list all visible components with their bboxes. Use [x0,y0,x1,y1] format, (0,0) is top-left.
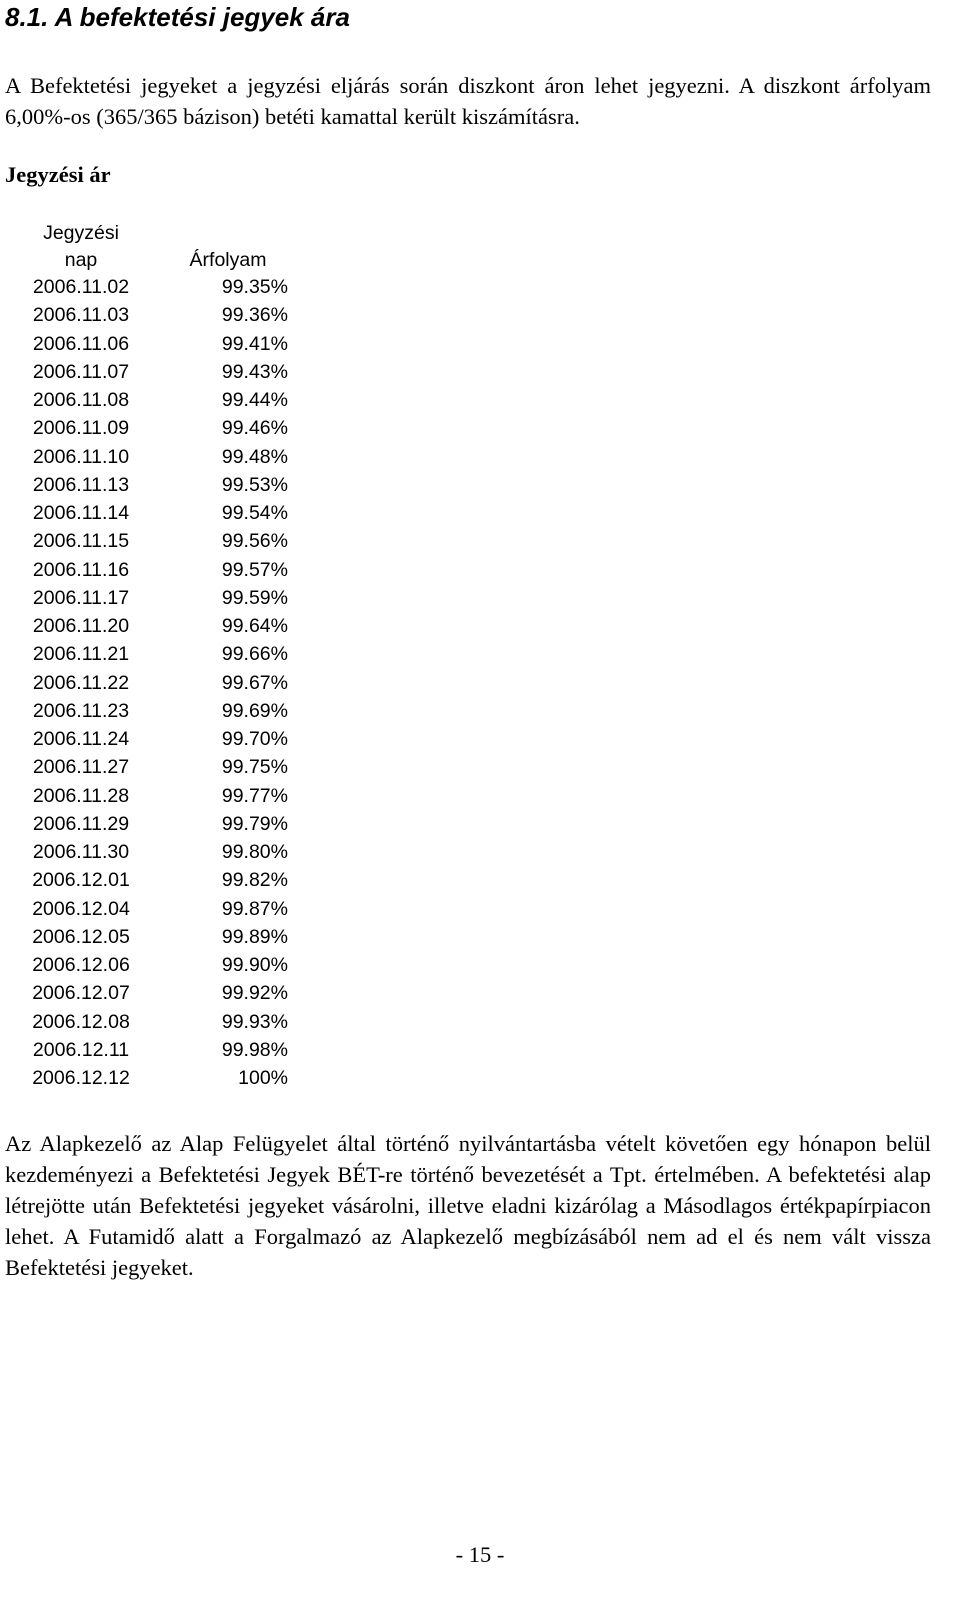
rate-header-spacer [146,220,288,247]
price-rate-cell: 99.44% [221,389,288,411]
subscription-date-cell: 2006.11.14 [32,502,130,524]
table-row [16,697,288,725]
table-row [16,810,288,838]
table-row [16,358,288,386]
subscription-date-cell: 2006.12.04 [32,897,130,920]
subscription-date-cell: 2006.11.28 [32,784,130,807]
table-row [16,640,288,668]
subscription-date-cell: 2006.11.24 [32,728,130,750]
table-row [16,330,288,358]
price-rate-cell: 99.93% [221,1010,288,1033]
price-table-body [16,273,288,1092]
price-rate-cell: 99.56% [221,530,288,553]
price-rate-cell: 99.35% [221,276,288,298]
table-row [16,556,288,584]
table-row [16,301,288,329]
price-rate-cell: 99.89% [221,925,288,948]
table-row [16,1064,288,1092]
subscription-date-cell: 2006.12.12 [32,1067,130,1089]
table-row [16,527,288,555]
table-row [16,725,288,753]
intro-paragraph: A Befektetési jegyeket a jegyzési eljárás során diszkont áron lehet jegyezni. A diszkont árfolyam 6,00%-os (365/365 bázison) betéti kamattal került kiszámításra. [5,73,931,129]
price-rate-cell: 99.41% [221,332,288,355]
price-rate-cell: 99.46% [221,417,288,440]
subscription-date-cell: 2006.11.21 [32,643,130,666]
table-row [16,414,288,442]
subscription-date-cell: 2006.11.15 [32,530,130,553]
price-rate-cell: 99.36% [221,304,288,327]
table-row [16,499,288,527]
table-row [16,584,288,612]
table-row [16,443,288,471]
page-number: - 15 - [455,1542,505,1567]
subscription-date-cell: 2006.11.22 [32,671,130,694]
rate-header: Árfolyam [189,248,267,271]
subscription-date-cell: 2006.11.09 [32,417,130,440]
price-rate-cell: 99.54% [221,502,288,524]
price-rate-cell: 99.90% [221,954,288,976]
subscription-date-cell: 2006.12.06 [32,954,130,976]
price-rate-cell: 99.43% [221,360,288,383]
table-row [16,753,288,781]
table-header-row-2 [16,247,288,274]
subscription-date-cell: 2006.11.27 [32,756,130,779]
table-row [16,273,288,301]
table-header-row-1 [16,220,288,247]
subscription-date-cell: 2006.12.11 [32,1038,130,1061]
table-row [16,866,288,894]
subscription-date-cell: 2006.11.08 [32,389,130,411]
price-rate-cell: 99.77% [221,784,288,807]
table-row [16,923,288,951]
price-rate-cell: 99.75% [221,756,288,779]
table-row [16,612,288,640]
price-rate-cell: 99.59% [221,586,288,609]
table-row [16,386,288,414]
price-rate-cell: 99.57% [221,558,288,581]
price-rate-cell: 100% [238,1067,288,1089]
subscription-date-cell: 2006.11.20 [32,615,130,637]
date-header-line1: Jegyzési [43,222,119,244]
price-rate-cell: 99.70% [221,728,288,750]
table-row [16,895,288,923]
price-rate-cell: 99.80% [221,841,288,863]
subscription-date-cell: 2006.11.13 [32,473,130,496]
subscription-date-cell: 2006.11.17 [32,586,130,609]
subscription-date-cell: 2006.11.30 [32,841,130,863]
table-row [16,979,288,1007]
price-rate-cell: 99.79% [221,812,288,835]
price-rate-cell: 99.67% [221,671,288,694]
subscription-date-cell: 2006.12.01 [32,869,130,892]
subscription-date-cell: 2006.11.06 [32,332,130,355]
price-rate-cell: 99.64% [221,615,288,637]
subscription-date-cell: 2006.11.02 [32,276,130,298]
subscription-date-cell: 2006.11.29 [32,812,130,835]
subscription-date-cell: 2006.12.07 [32,982,130,1005]
price-rate-cell: 99.66% [221,643,288,666]
subscription-date-cell: 2006.12.05 [32,925,130,948]
table-row [16,1036,288,1064]
table-row [16,471,288,499]
table-row [16,782,288,810]
price-rate-cell: 99.53% [221,473,288,496]
subscription-price-title: Jegyzési ár [5,162,111,187]
table-row [16,1008,288,1036]
price-rate-cell: 99.92% [221,982,288,1005]
table-row [16,669,288,697]
price-rate-cell: 99.82% [221,869,288,892]
section-heading: 8.1. A befektetési jegyek ára [5,2,350,32]
subscription-date-cell: 2006.11.03 [32,304,130,327]
subscription-date-cell: 2006.11.16 [32,558,130,581]
date-header-line2: nap [64,248,98,271]
table-row [16,951,288,979]
subscription-price-table [16,220,288,1092]
price-rate-cell: 99.98% [221,1038,288,1061]
subscription-date-cell: 2006.12.08 [32,1010,130,1033]
price-rate-cell: 99.87% [221,897,288,920]
listing-paragraph: Az Alapkezelő az Alap Felügyelet által történő nyilvántartásba vételt követően egy hónapon belül kezdeményezi a Befektetési Jegyek BÉT-re történő bevezetését a Tpt. értelmében. A befektetési alap létrejötte után Befektetési jegyeket vásárolni, illetve eladni kizárólag a Másodlagos értékpapírpiacon lehet. A Futamidő alatt a Forgalmazó az Alapkezelő megbízásából nem ad el és nem vált vissza Befektetési jegyeket. [5,1131,931,1280]
subscription-date-cell: 2006.11.23 [32,699,130,722]
price-rate-cell: 99.69% [221,699,288,722]
subscription-date-cell: 2006.11.10 [32,445,130,468]
table-row [16,838,288,866]
subscription-date-cell: 2006.11.07 [32,360,130,383]
price-rate-cell: 99.48% [221,445,288,468]
